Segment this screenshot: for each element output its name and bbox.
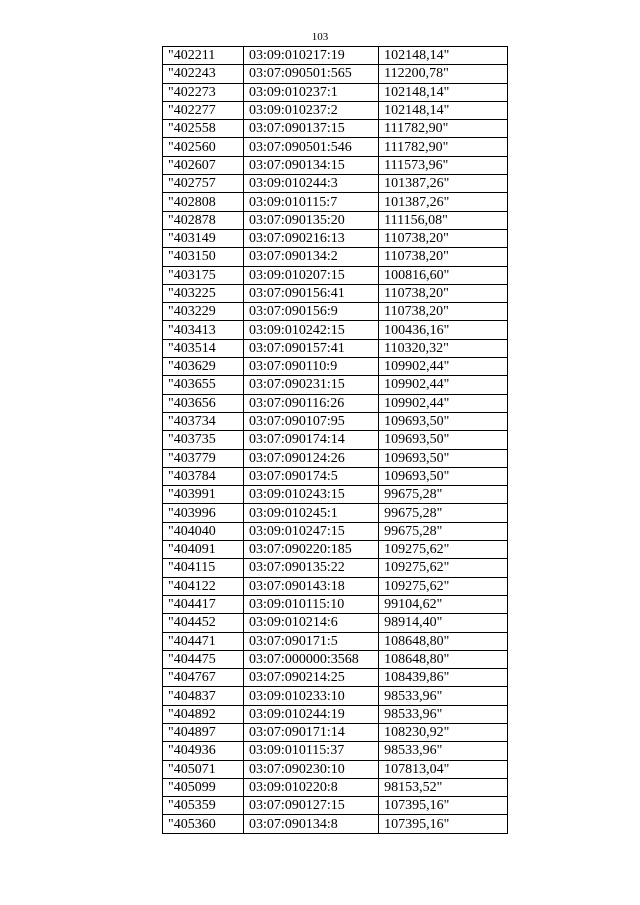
cadastral-number-cell: 03:07:090216:13 <box>244 229 379 247</box>
cadastral-number-cell: 03:07:090214:25 <box>244 669 379 687</box>
value-cell: 100816,60" <box>379 266 508 284</box>
table-row <box>163 650 508 668</box>
value-cell: 109693,50" <box>379 449 508 467</box>
cadastral-number-cell: 03:09:010233:10 <box>244 687 379 705</box>
table-row <box>163 193 508 211</box>
value-cell: 107395,16" <box>379 815 508 833</box>
value-cell: 100436,16" <box>379 321 508 339</box>
cadastral-number-cell: 03:09:010220:8 <box>244 778 379 796</box>
cadastral-number-cell: 03:07:090230:10 <box>244 760 379 778</box>
record-id-cell: "402757 <box>163 175 244 193</box>
cadastral-number-cell: 03:07:090124:26 <box>244 449 379 467</box>
value-cell: 111156,08" <box>379 211 508 229</box>
cadastral-number-cell: 03:07:090135:20 <box>244 211 379 229</box>
table-row <box>163 760 508 778</box>
value-cell: 101387,26" <box>379 193 508 211</box>
table-row <box>163 101 508 119</box>
record-id-cell: "405359 <box>163 797 244 815</box>
value-cell: 98153,52" <box>379 778 508 796</box>
value-cell: 102148,14" <box>379 83 508 101</box>
cadastral-number-cell: 03:09:010244:3 <box>244 175 379 193</box>
table-row <box>163 705 508 723</box>
record-id-cell: "403734 <box>163 412 244 430</box>
value-cell: 99675,28" <box>379 504 508 522</box>
record-id-cell: "402560 <box>163 138 244 156</box>
cadastral-number-cell: 03:07:090107:95 <box>244 412 379 430</box>
table-row <box>163 83 508 101</box>
record-id-cell: "404475 <box>163 650 244 668</box>
table-row <box>163 449 508 467</box>
table-row <box>163 175 508 193</box>
table-row <box>163 614 508 632</box>
table-row <box>163 138 508 156</box>
record-id-cell: "402607 <box>163 156 244 174</box>
record-id-cell: "404122 <box>163 577 244 595</box>
value-cell: 110738,20" <box>379 303 508 321</box>
cadastral-number-cell: 03:07:090110:9 <box>244 358 379 376</box>
cadastral-number-cell: 03:09:010237:1 <box>244 83 379 101</box>
value-cell: 109902,44" <box>379 376 508 394</box>
record-id-cell: "405071 <box>163 760 244 778</box>
value-cell: 109902,44" <box>379 394 508 412</box>
record-id-cell: "403655 <box>163 376 244 394</box>
table-row <box>163 156 508 174</box>
value-cell: 109902,44" <box>379 358 508 376</box>
value-cell: 111573,96" <box>379 156 508 174</box>
table-row <box>163 211 508 229</box>
table-row <box>163 47 508 65</box>
record-id-cell: "403629 <box>163 358 244 376</box>
value-cell: 109275,62" <box>379 577 508 595</box>
record-id-cell: "403991 <box>163 486 244 504</box>
record-id-cell: "403175 <box>163 266 244 284</box>
value-cell: 110738,20" <box>379 284 508 302</box>
record-id-cell: "402243 <box>163 65 244 83</box>
value-cell: 108648,80" <box>379 632 508 650</box>
cadastral-number-cell: 03:09:010237:2 <box>244 101 379 119</box>
record-id-cell: "405360 <box>163 815 244 833</box>
table-row <box>163 229 508 247</box>
value-cell: 109693,50" <box>379 412 508 430</box>
value-cell: 112200,78" <box>379 65 508 83</box>
value-cell: 107813,04" <box>379 760 508 778</box>
value-cell: 107395,16" <box>379 797 508 815</box>
value-cell: 109275,62" <box>379 559 508 577</box>
table-row <box>163 559 508 577</box>
value-cell: 102148,14" <box>379 101 508 119</box>
record-id-cell: "404892 <box>163 705 244 723</box>
record-id-cell: "403784 <box>163 467 244 485</box>
cadastral-number-cell: 03:07:000000:3568 <box>244 650 379 668</box>
record-id-cell: "403656 <box>163 394 244 412</box>
cadastral-number-cell: 03:09:010207:15 <box>244 266 379 284</box>
table-row <box>163 504 508 522</box>
value-cell: 110320,32" <box>379 339 508 357</box>
value-cell: 98533,96" <box>379 742 508 760</box>
cadastral-number-cell: 03:07:090501:565 <box>244 65 379 83</box>
table-row <box>163 412 508 430</box>
table-row <box>163 303 508 321</box>
value-cell: 109275,62" <box>379 541 508 559</box>
record-id-cell: "403413 <box>163 321 244 339</box>
cadastral-number-cell: 03:07:090231:15 <box>244 376 379 394</box>
table-row <box>163 467 508 485</box>
cadastral-number-cell: 03:07:090143:18 <box>244 577 379 595</box>
table-row <box>163 742 508 760</box>
cadastral-number-cell: 03:07:090116:26 <box>244 394 379 412</box>
record-id-cell: "404452 <box>163 614 244 632</box>
record-id-cell: "403225 <box>163 284 244 302</box>
cadastral-number-cell: 03:09:010242:15 <box>244 321 379 339</box>
record-id-cell: "404837 <box>163 687 244 705</box>
record-id-cell: "404040 <box>163 522 244 540</box>
record-id-cell: "403149 <box>163 229 244 247</box>
cadastral-number-cell: 03:09:010214:6 <box>244 614 379 632</box>
record-id-cell: "402211 <box>163 47 244 65</box>
cadastral-number-cell: 03:09:010115:7 <box>244 193 379 211</box>
value-cell: 99104,62" <box>379 595 508 613</box>
table-row <box>163 632 508 650</box>
cadastral-number-cell: 03:07:090174:14 <box>244 431 379 449</box>
record-id-cell: "403735 <box>163 431 244 449</box>
cadastral-number-cell: 03:07:090156:9 <box>244 303 379 321</box>
record-id-cell: "403150 <box>163 248 244 266</box>
cadastral-number-cell: 03:07:090127:15 <box>244 797 379 815</box>
record-id-cell: "403996 <box>163 504 244 522</box>
table-row <box>163 266 508 284</box>
table-row <box>163 595 508 613</box>
record-id-cell: "404897 <box>163 723 244 741</box>
record-id-cell: "402558 <box>163 120 244 138</box>
cadastral-number-cell: 03:07:090156:41 <box>244 284 379 302</box>
table-row <box>163 577 508 595</box>
record-id-cell: "402878 <box>163 211 244 229</box>
cadastral-number-cell: 03:07:090174:5 <box>244 467 379 485</box>
cadastral-number-cell: 03:07:090171:5 <box>244 632 379 650</box>
table-body <box>163 47 508 834</box>
value-cell: 111782,90" <box>379 138 508 156</box>
table-row <box>163 394 508 412</box>
table-row <box>163 358 508 376</box>
record-id-cell: "404471 <box>163 632 244 650</box>
cadastral-number-cell: 03:07:090134:2 <box>244 248 379 266</box>
value-cell: 99675,28" <box>379 486 508 504</box>
value-cell: 108439,86" <box>379 669 508 687</box>
value-cell: 98533,96" <box>379 705 508 723</box>
record-id-cell: "403229 <box>163 303 244 321</box>
record-id-cell: "402808 <box>163 193 244 211</box>
value-cell: 102148,14" <box>379 47 508 65</box>
cadastral-number-cell: 03:07:090220:185 <box>244 541 379 559</box>
table-row <box>163 248 508 266</box>
value-cell: 101387,26" <box>379 175 508 193</box>
value-cell: 111782,90" <box>379 120 508 138</box>
record-id-cell: "404091 <box>163 541 244 559</box>
page-number: 103 <box>311 31 329 43</box>
value-cell: 110738,20" <box>379 229 508 247</box>
table-row <box>163 284 508 302</box>
record-id-cell: "405099 <box>163 778 244 796</box>
table-row <box>163 778 508 796</box>
cadastral-number-cell: 03:07:090137:15 <box>244 120 379 138</box>
cadastral-number-cell: 03:09:010245:1 <box>244 504 379 522</box>
record-id-cell: "402273 <box>163 83 244 101</box>
cadastral-number-cell: 03:09:010243:15 <box>244 486 379 504</box>
value-cell: 110738,20" <box>379 248 508 266</box>
table-row <box>163 541 508 559</box>
record-id-cell: "404417 <box>163 595 244 613</box>
table-row <box>163 120 508 138</box>
record-id-cell: "404115 <box>163 559 244 577</box>
table-row <box>163 486 508 504</box>
table-row <box>163 431 508 449</box>
cadastral-number-cell: 03:07:090135:22 <box>244 559 379 577</box>
value-cell: 109693,50" <box>379 431 508 449</box>
value-cell: 109693,50" <box>379 467 508 485</box>
record-id-cell: "403514 <box>163 339 244 357</box>
value-cell: 98914,40" <box>379 614 508 632</box>
table-row <box>163 669 508 687</box>
value-cell: 108230,92" <box>379 723 508 741</box>
cadastral-number-cell: 03:09:010115:37 <box>244 742 379 760</box>
record-id-cell: "404936 <box>163 742 244 760</box>
table-row <box>163 687 508 705</box>
cadastral-number-cell: 03:07:090171:14 <box>244 723 379 741</box>
cadastral-number-cell: 03:07:090157:41 <box>244 339 379 357</box>
table-row <box>163 797 508 815</box>
value-cell: 108648,80" <box>379 650 508 668</box>
cadastral-number-cell: 03:09:010115:10 <box>244 595 379 613</box>
table-row <box>163 65 508 83</box>
cadastral-number-cell: 03:07:090134:15 <box>244 156 379 174</box>
record-id-cell: "402277 <box>163 101 244 119</box>
cadastral-number-cell: 03:09:010247:15 <box>244 522 379 540</box>
value-cell: 98533,96" <box>379 687 508 705</box>
value-cell: 99675,28" <box>379 522 508 540</box>
table-row <box>163 723 508 741</box>
record-id-cell: "403779 <box>163 449 244 467</box>
table-row <box>163 522 508 540</box>
table-row <box>163 815 508 833</box>
cadastral-number-cell: 03:07:090134:8 <box>244 815 379 833</box>
data-table <box>162 46 508 834</box>
cadastral-number-cell: 03:09:010244:19 <box>244 705 379 723</box>
cadastral-number-cell: 03:09:010217:19 <box>244 47 379 65</box>
table-row <box>163 321 508 339</box>
table-row <box>163 339 508 357</box>
cadastral-number-cell: 03:07:090501:546 <box>244 138 379 156</box>
record-id-cell: "404767 <box>163 669 244 687</box>
table-row <box>163 376 508 394</box>
